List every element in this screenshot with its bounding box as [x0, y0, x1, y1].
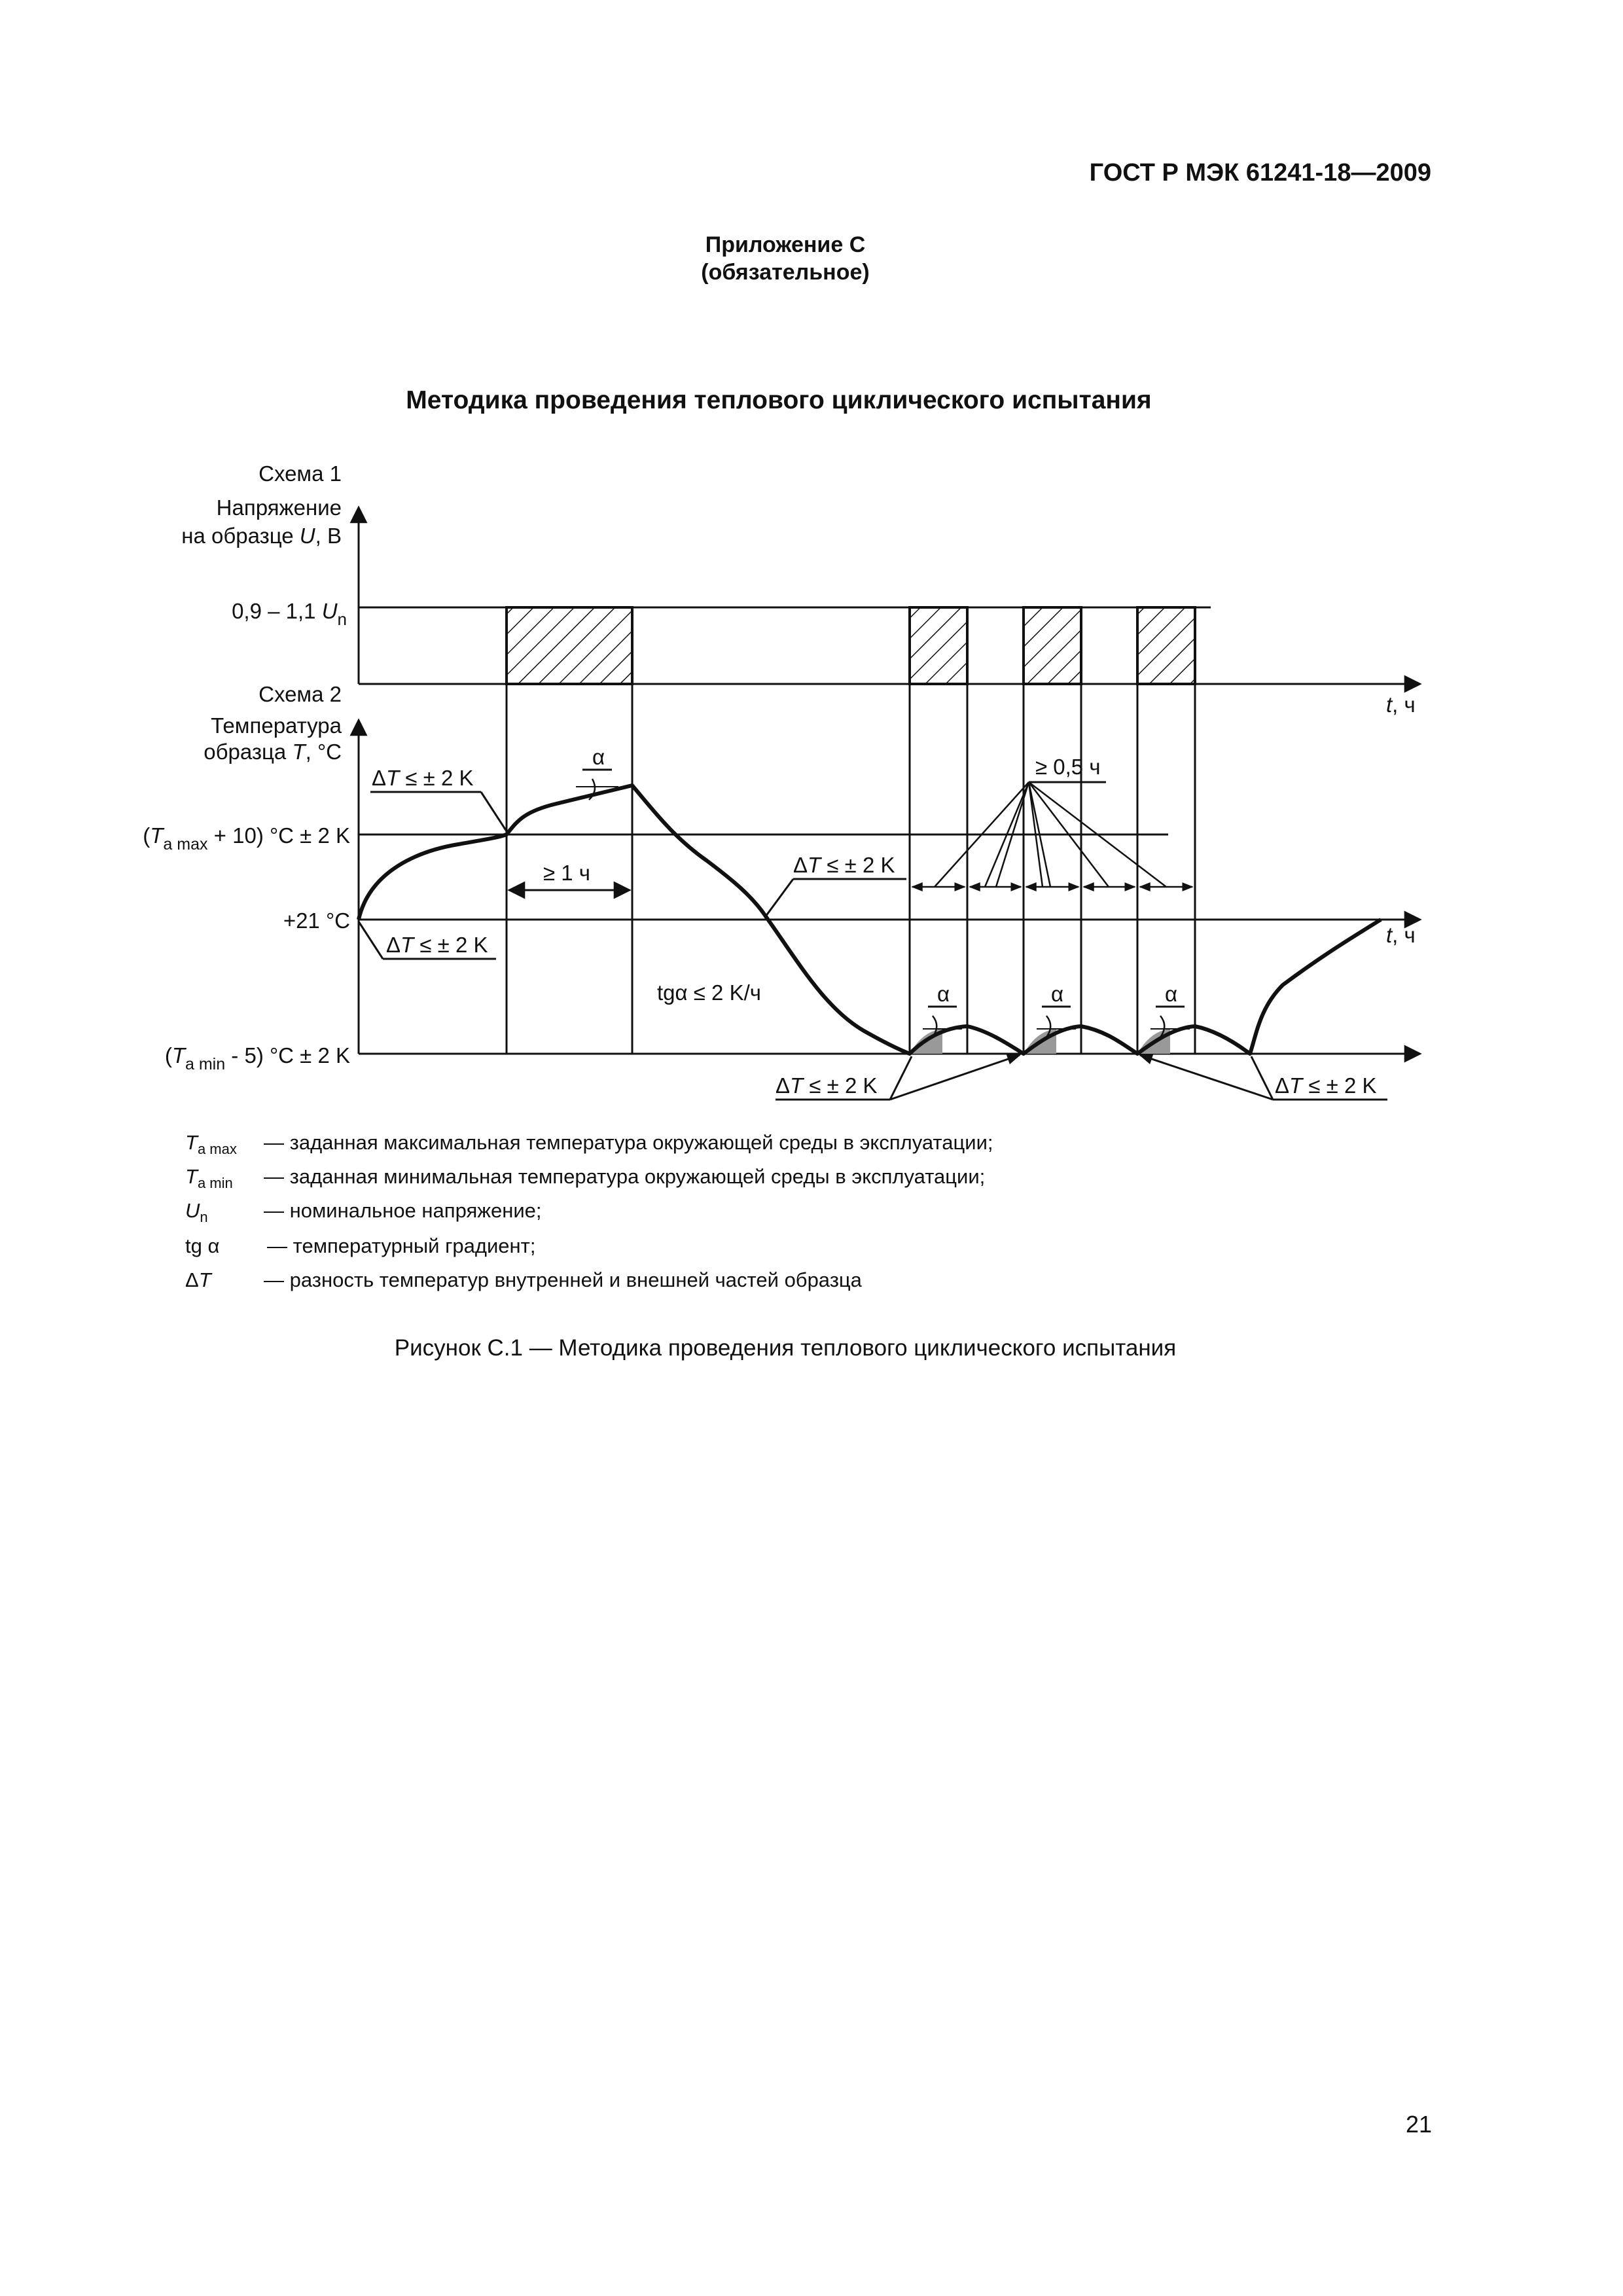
scheme1-title: Схема 1 [259, 461, 342, 486]
svg-text:ΔT ≤ ± 2 K: ΔT ≤ ± 2 K [386, 933, 488, 957]
duration-05h-callout [912, 755, 1192, 887]
scheme2-title: Схема 2 [259, 682, 342, 706]
legend-item: $U_n$ — номинальное напряжение; [185, 1199, 542, 1226]
level-low-label: $(T_{a min} - 5) ^\circ С \pm 2$ K [164, 1043, 350, 1073]
scheme2-ylabel-line1: Температура [211, 713, 342, 738]
duration-1h-dimension [509, 861, 630, 890]
svg-text:α: α [592, 745, 605, 769]
document-code: ГОСТ Р МЭК 61241-18—2009 [1089, 159, 1431, 187]
section-title: Методика проведения теплового циклического испытания [406, 386, 1152, 414]
svg-text:α: α [937, 982, 950, 1006]
svg-text:α: α [1165, 982, 1178, 1006]
figure-caption: Рисунок С.1 — Методика проведения теплового циклического испытания [394, 1335, 1177, 1361]
svg-text:ΔT ≤ ± 2 K: ΔT ≤ ± 2 K [372, 766, 474, 790]
annex-title: Приложение С [705, 232, 866, 257]
scheme1-ylabel-line1: Напряжение [216, 495, 342, 520]
page-number: 21 [1405, 2111, 1432, 2138]
level-room-label: +21 °С [283, 908, 350, 933]
delta-t-callout-upper [370, 766, 507, 831]
legend-item: ΔT — разность температур внутренней и внешней частей образца [185, 1268, 862, 1291]
annex-status: (обязательное) [701, 260, 870, 285]
scheme2-ylabel-line2: образца T, °С [204, 740, 342, 764]
delta-t-callout-lower-left [776, 1055, 1020, 1100]
legend-item: $T_{a min}$ — заданная минимальная температура окружающей среды в эксплуатации; [185, 1165, 986, 1192]
svg-text:ΔT ≤ ± 2 K: ΔT ≤ ± 2 K [1275, 1073, 1377, 1098]
svg-text:ΔT ≤ ± 2 K: ΔT ≤ ± 2 K [776, 1073, 878, 1098]
level-high-label: $(T_{a max} + 10) ^\circ С \pm 2$ K [143, 823, 350, 853]
svg-text:≥ 0,5 ч: ≥ 0,5 ч [1035, 755, 1101, 779]
voltage-on-period-1 [507, 607, 632, 684]
delta-t-callout-start [359, 922, 496, 959]
delta-t-callout-middle [766, 853, 906, 916]
svg-text:≥ 1 ч: ≥ 1 ч [543, 861, 590, 885]
voltage-on-period-4 [1137, 607, 1195, 684]
svg-text:α: α [1051, 982, 1064, 1006]
delta-t-callout-lower-right [1140, 1055, 1387, 1100]
gradient-label: tgα ≤ 2 K/ч [657, 980, 761, 1005]
voltage-on-period-3 [1024, 607, 1081, 684]
legend-item: $T_{a max}$ — заданная максимальная температура окружающей среды в эксплуатации; [185, 1131, 993, 1158]
scheme1-x-axis-label: t, ч [1386, 692, 1416, 717]
legend-item: tg α — температурный градиент; [185, 1234, 536, 1257]
scheme1-voltage-level-label: 0,9 – 1,1 $U_n$ [232, 599, 347, 629]
voltage-on-period-2 [910, 607, 967, 684]
scheme1-ylabel-line2: на образце U, В [181, 524, 342, 548]
scheme2-x-axis-label: t, ч [1386, 923, 1416, 947]
svg-text:ΔT ≤ ± 2 K: ΔT ≤ ± 2 K [793, 853, 895, 877]
